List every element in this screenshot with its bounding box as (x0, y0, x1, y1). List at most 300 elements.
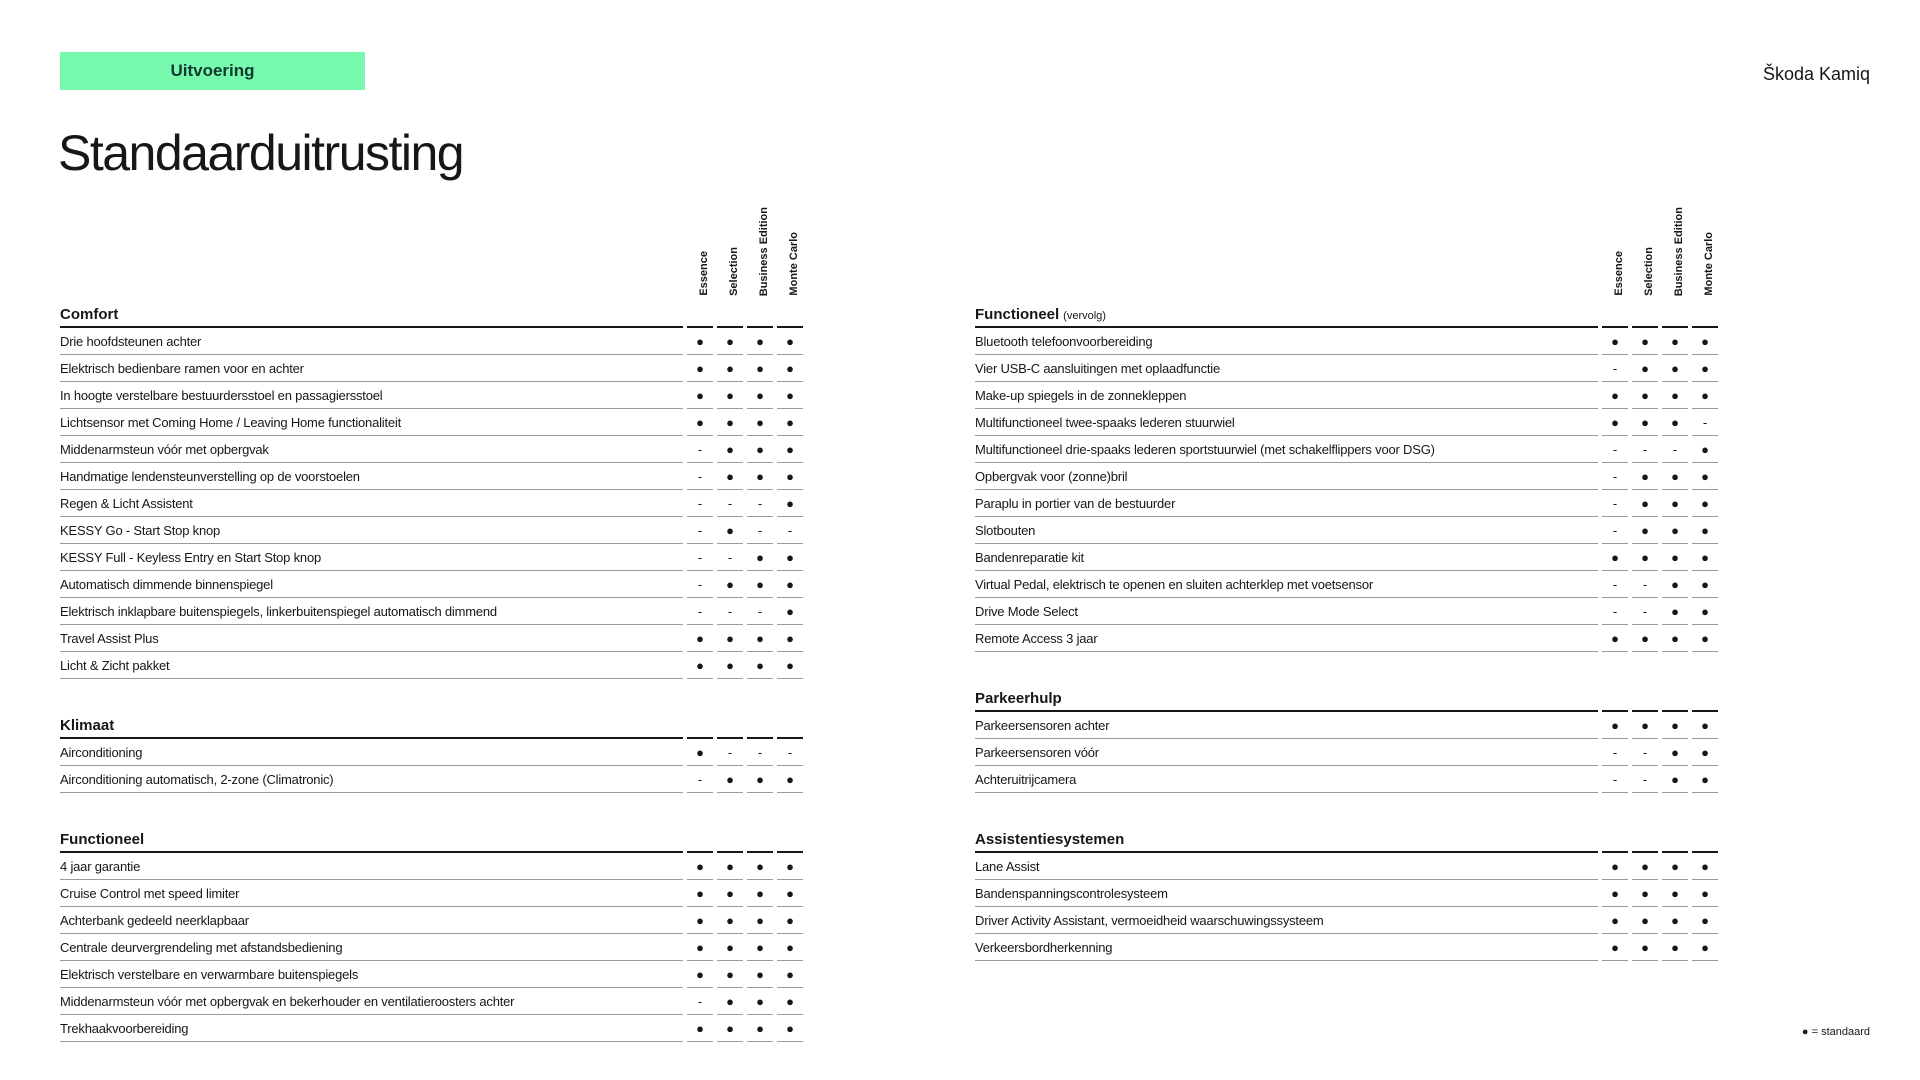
availability-mark: ● (1692, 853, 1718, 880)
availability-mark: ● (1662, 463, 1688, 490)
section-title-cell (975, 823, 1598, 853)
availability-mark: - (687, 544, 713, 571)
availability-mark: ● (1662, 544, 1688, 571)
table-row (60, 652, 805, 679)
table-row (60, 544, 805, 571)
table-row (60, 907, 805, 934)
feature-label: Middenarmsteun vóór met opbergvak en bekerhouder en ventilatieroosters achter (60, 988, 683, 1015)
availability-mark: - (1632, 436, 1658, 463)
table-row (975, 463, 1720, 490)
availability-mark: ● (1632, 544, 1658, 571)
section-name: Functioneel (975, 306, 1060, 323)
availability-mark: - (1602, 571, 1628, 598)
section-header-rule (747, 298, 773, 328)
availability-mark: ● (1662, 328, 1688, 355)
feature-label: Parkeersensoren achter (975, 712, 1598, 739)
availability-mark: ● (1632, 934, 1658, 961)
availability-mark: ● (1602, 409, 1628, 436)
availability-mark: ● (1662, 598, 1688, 625)
availability-mark: ● (777, 988, 803, 1015)
section-title-cell (60, 298, 683, 328)
availability-mark: - (1662, 436, 1688, 463)
feature-label: Parkeersensoren vóór (975, 739, 1598, 766)
availability-mark: ● (777, 934, 803, 961)
table-row (60, 853, 805, 880)
availability-mark: ● (717, 652, 743, 679)
feature-label: In hoogte verstelbare bestuurdersstoel en passagiersstoel (60, 382, 683, 409)
section-tag: Uitvoering (60, 52, 365, 90)
availability-mark: ● (1632, 880, 1658, 907)
section-header (975, 298, 1720, 328)
availability-mark: ● (1632, 853, 1658, 880)
column-header-essence: Essence (698, 251, 710, 296)
availability-mark: - (717, 739, 743, 766)
feature-label: Remote Access 3 jaar (975, 625, 1598, 652)
availability-mark: ● (1662, 625, 1688, 652)
availability-mark: - (717, 490, 743, 517)
availability-mark: ● (717, 436, 743, 463)
section-header-rule (777, 823, 803, 853)
section-header-rule (1632, 298, 1658, 328)
availability-mark: ● (747, 625, 773, 652)
section-header-rule (717, 709, 743, 739)
availability-mark: ● (747, 463, 773, 490)
section-header (60, 823, 805, 853)
availability-mark: ● (1662, 382, 1688, 409)
availability-mark: ● (777, 409, 803, 436)
availability-mark: ● (1662, 712, 1688, 739)
table-row (60, 961, 805, 988)
right-table (975, 200, 1720, 961)
section-header-rule (687, 823, 713, 853)
feature-label: Bandenspanningscontrolesysteem (975, 880, 1598, 907)
availability-mark: ● (1662, 853, 1688, 880)
availability-mark: ● (747, 328, 773, 355)
availability-mark: ● (1692, 355, 1718, 382)
availability-mark: ● (1692, 712, 1718, 739)
feature-label: Achteruitrijcamera (975, 766, 1598, 793)
availability-mark: - (717, 598, 743, 625)
availability-mark: ● (717, 961, 743, 988)
column-header-essence: Essence (1613, 251, 1625, 296)
section-gap (975, 652, 1720, 682)
section-header (60, 298, 805, 328)
availability-mark: - (1602, 766, 1628, 793)
availability-mark: ● (717, 463, 743, 490)
availability-mark: - (747, 490, 773, 517)
availability-mark: ● (1602, 853, 1628, 880)
availability-mark: ● (1692, 625, 1718, 652)
feature-label: Opbergvak voor (zonne)bril (975, 463, 1598, 490)
feature-label: Multifunctioneel twee-spaaks lederen stuurwiel (975, 409, 1598, 436)
feature-label: Middenarmsteun vóór met opbergvak (60, 436, 683, 463)
availability-mark: - (1692, 409, 1718, 436)
availability-mark: - (687, 463, 713, 490)
availability-mark: ● (1692, 517, 1718, 544)
column-header-business-edition: Business Edition (758, 206, 770, 296)
availability-mark: ● (747, 907, 773, 934)
availability-mark: ● (687, 409, 713, 436)
table-row (975, 328, 1720, 355)
availability-mark: ● (1632, 355, 1658, 382)
availability-mark: ● (747, 766, 773, 793)
availability-mark: ● (777, 436, 803, 463)
table-row (60, 382, 805, 409)
availability-mark: ● (1692, 739, 1718, 766)
feature-label: Travel Assist Plus (60, 625, 683, 652)
availability-mark: - (1632, 739, 1658, 766)
table-row (60, 355, 805, 382)
availability-mark: ● (687, 652, 713, 679)
table-row (975, 382, 1720, 409)
table-row (975, 490, 1720, 517)
table-row (60, 409, 805, 436)
availability-mark: ● (1692, 766, 1718, 793)
availability-mark: ● (1692, 382, 1718, 409)
availability-mark: ● (687, 355, 713, 382)
feature-label: Licht & Zicht pakket (60, 652, 683, 679)
availability-mark: ● (717, 988, 743, 1015)
availability-mark: ● (1662, 766, 1688, 793)
availability-mark: ● (717, 1015, 743, 1042)
table-row (60, 517, 805, 544)
section-header-rule (1662, 823, 1688, 853)
section-gap (60, 793, 805, 823)
table-row (60, 490, 805, 517)
table-row (975, 739, 1720, 766)
availability-mark: ● (777, 625, 803, 652)
table-row (60, 463, 805, 490)
availability-mark: - (1602, 355, 1628, 382)
table-row (60, 571, 805, 598)
feature-label: Virtual Pedal, elektrisch te openen en sluiten achterklep met voetsensor (975, 571, 1598, 598)
availability-mark: ● (1602, 934, 1628, 961)
table-row (975, 907, 1720, 934)
section-name: Functioneel (60, 831, 145, 848)
availability-mark: ● (777, 652, 803, 679)
availability-mark: ● (1692, 880, 1718, 907)
feature-label: 4 jaar garantie (60, 853, 683, 880)
availability-mark: ● (1692, 934, 1718, 961)
feature-label: Cruise Control met speed limiter (60, 880, 683, 907)
feature-label: Driver Activity Assistant, vermoeidheid waarschuwingssysteem (975, 907, 1598, 934)
availability-mark: ● (717, 409, 743, 436)
availability-mark: ● (747, 1015, 773, 1042)
availability-mark: ● (1692, 907, 1718, 934)
availability-mark: ● (1662, 907, 1688, 934)
feature-label: Bandenreparatie kit (975, 544, 1598, 571)
brand-name: Škoda Kamiq (1762, 64, 1870, 84)
availability-mark: - (1602, 517, 1628, 544)
section-header-rule (717, 823, 743, 853)
feature-label: Airconditioning automatisch, 2-zone (Climatronic) (60, 766, 683, 793)
column-header-monte-carlo: Monte Carlo (788, 232, 800, 296)
table-row (975, 712, 1720, 739)
section-title-cell (975, 298, 1598, 328)
availability-mark: ● (717, 853, 743, 880)
availability-mark: ● (777, 1015, 803, 1042)
availability-mark: - (1632, 766, 1658, 793)
column-headers (975, 200, 1720, 298)
availability-mark: - (1602, 463, 1628, 490)
feature-label: Slotbouten (975, 517, 1598, 544)
table-row (60, 436, 805, 463)
column-header-selection: Selection (1643, 247, 1655, 296)
availability-mark: ● (1692, 436, 1718, 463)
availability-mark: ● (717, 907, 743, 934)
section-header-rule (1632, 682, 1658, 712)
section-header-rule (1602, 298, 1628, 328)
availability-mark: ● (777, 766, 803, 793)
availability-mark: ● (1602, 880, 1628, 907)
feature-label: Make-up spiegels in de zonnekleppen (975, 382, 1598, 409)
availability-mark: ● (687, 625, 713, 652)
availability-mark: ● (1692, 328, 1718, 355)
section-name: Assistentiesystemen (975, 831, 1125, 848)
feature-label: Verkeersbordherkenning (975, 934, 1598, 961)
availability-mark: - (687, 988, 713, 1015)
section-header-rule (1692, 298, 1718, 328)
feature-label: KESSY Full - Keyless Entry en Start Stop knop (60, 544, 683, 571)
feature-label: Elektrisch bedienbare ramen voor en achter (60, 355, 683, 382)
availability-mark: - (687, 490, 713, 517)
section-gap (975, 793, 1720, 823)
availability-mark: ● (717, 766, 743, 793)
section-header-rule (687, 709, 713, 739)
availability-mark: - (747, 739, 773, 766)
availability-mark: - (747, 598, 773, 625)
availability-mark: - (1632, 571, 1658, 598)
section-header-rule (717, 298, 743, 328)
availability-mark: ● (747, 355, 773, 382)
availability-mark: ● (1662, 739, 1688, 766)
feature-label: Regen & Licht Assistent (60, 490, 683, 517)
section-header-rule (1602, 823, 1628, 853)
availability-mark: ● (1662, 571, 1688, 598)
availability-mark: ● (717, 517, 743, 544)
availability-mark: ● (1662, 934, 1688, 961)
availability-mark: ● (1602, 712, 1628, 739)
section-header-rule (747, 709, 773, 739)
availability-mark: ● (1692, 598, 1718, 625)
availability-mark: ● (717, 934, 743, 961)
section-title-cell (975, 682, 1598, 712)
availability-mark: ● (717, 355, 743, 382)
column-header-selection: Selection (728, 247, 740, 296)
availability-mark: - (777, 517, 803, 544)
availability-mark: ● (1692, 463, 1718, 490)
section-header-rule (1692, 682, 1718, 712)
table-row (975, 853, 1720, 880)
availability-mark: ● (777, 355, 803, 382)
availability-mark: ● (1662, 517, 1688, 544)
availability-mark: ● (687, 328, 713, 355)
availability-mark: ● (717, 571, 743, 598)
table-row (975, 544, 1720, 571)
table-row (975, 880, 1720, 907)
availability-mark: ● (1662, 880, 1688, 907)
availability-mark: ● (717, 880, 743, 907)
availability-mark: ● (687, 739, 713, 766)
availability-mark: - (1602, 490, 1628, 517)
availability-mark: ● (687, 961, 713, 988)
availability-mark: ● (1632, 490, 1658, 517)
availability-mark: ● (777, 853, 803, 880)
table-row (60, 598, 805, 625)
table-row (60, 880, 805, 907)
feature-label: KESSY Go - Start Stop knop (60, 517, 683, 544)
feature-label: Drive Mode Select (975, 598, 1598, 625)
column-header-monte-carlo: Monte Carlo (1703, 232, 1715, 296)
legend: ● = standaard (1801, 1026, 1870, 1038)
table-row (975, 934, 1720, 961)
availability-mark: ● (1662, 409, 1688, 436)
table-row (60, 328, 805, 355)
availability-mark: ● (777, 880, 803, 907)
availability-mark: - (747, 517, 773, 544)
feature-label: Elektrisch verstelbare en verwarmbare buitenspiegels (60, 961, 683, 988)
availability-mark: - (687, 436, 713, 463)
availability-mark: ● (1602, 382, 1628, 409)
availability-mark: - (777, 739, 803, 766)
availability-mark: ● (747, 961, 773, 988)
feature-label: Centrale deurvergrendeling met afstandsbediening (60, 934, 683, 961)
availability-mark: ● (747, 544, 773, 571)
feature-label: Achterbank gedeeld neerklapbaar (60, 907, 683, 934)
availability-mark: ● (747, 934, 773, 961)
feature-label: Trekhaakvoorbereiding (60, 1015, 683, 1042)
table-row (975, 766, 1720, 793)
availability-mark: ● (777, 544, 803, 571)
availability-mark: ● (777, 907, 803, 934)
availability-mark: ● (717, 328, 743, 355)
section-header-rule (777, 298, 803, 328)
section-header (975, 823, 1720, 853)
availability-mark: ● (747, 409, 773, 436)
availability-mark: - (687, 598, 713, 625)
availability-mark: ● (687, 1015, 713, 1042)
feature-label: Vier USB-C aansluitingen met oplaadfunctie (975, 355, 1598, 382)
section-header-rule (1632, 823, 1658, 853)
section-header-rule (687, 298, 713, 328)
feature-label: Automatisch dimmende binnenspiegel (60, 571, 683, 598)
feature-label: Bluetooth telefoonvoorbereiding (975, 328, 1598, 355)
left-table (60, 200, 805, 1042)
section-header-rule (1602, 682, 1628, 712)
table-row (975, 436, 1720, 463)
table-row (975, 598, 1720, 625)
right-table-body (975, 298, 1720, 961)
availability-mark: ● (1602, 625, 1628, 652)
availability-mark: ● (1632, 463, 1658, 490)
table-row (60, 625, 805, 652)
availability-mark: ● (747, 853, 773, 880)
section-header-rule (1692, 823, 1718, 853)
table-row (60, 766, 805, 793)
availability-mark: - (717, 544, 743, 571)
table-row (975, 517, 1720, 544)
section-header-rule (1662, 682, 1688, 712)
availability-mark: ● (747, 988, 773, 1015)
section-subtitle: (vervolg) (1063, 310, 1106, 322)
availability-mark: ● (1662, 490, 1688, 517)
availability-mark: - (1602, 739, 1628, 766)
column-header-business-edition: Business Edition (1673, 206, 1685, 296)
availability-mark: ● (777, 598, 803, 625)
feature-label: Lane Assist (975, 853, 1598, 880)
availability-mark: ● (1632, 328, 1658, 355)
availability-mark: - (687, 517, 713, 544)
table-row (975, 409, 1720, 436)
table-row (975, 571, 1720, 598)
left-table-body (60, 298, 805, 1042)
section-header (975, 682, 1720, 712)
availability-mark: ● (777, 490, 803, 517)
availability-mark: ● (777, 571, 803, 598)
availability-mark: - (687, 571, 713, 598)
table-row (60, 934, 805, 961)
table-row (60, 988, 805, 1015)
availability-mark: ● (687, 934, 713, 961)
availability-mark: - (1602, 598, 1628, 625)
feature-label: Lichtsensor met Coming Home / Leaving Home functionaliteit (60, 409, 683, 436)
availability-mark: ● (1662, 355, 1688, 382)
availability-mark: ● (1602, 907, 1628, 934)
availability-mark: ● (1632, 517, 1658, 544)
section-title-cell (60, 709, 683, 739)
section-name: Comfort (60, 306, 119, 323)
availability-mark: ● (1632, 907, 1658, 934)
section-header (60, 709, 805, 739)
feature-label: Handmatige lendensteunverstelling op de voorstoelen (60, 463, 683, 490)
availability-mark: ● (1602, 544, 1628, 571)
availability-mark: - (1602, 436, 1628, 463)
availability-mark: ● (1692, 544, 1718, 571)
availability-mark: ● (717, 625, 743, 652)
section-name: Klimaat (60, 717, 115, 734)
availability-mark: ● (687, 880, 713, 907)
availability-mark: ● (717, 382, 743, 409)
availability-mark: ● (1632, 382, 1658, 409)
availability-mark: ● (777, 961, 803, 988)
availability-mark: ● (1602, 328, 1628, 355)
availability-mark: ● (747, 436, 773, 463)
availability-mark: ● (687, 907, 713, 934)
section-name: Parkeerhulp (975, 690, 1062, 707)
availability-mark: ● (777, 328, 803, 355)
availability-mark: ● (777, 463, 803, 490)
availability-mark: ● (747, 382, 773, 409)
feature-label: Airconditioning (60, 739, 683, 766)
table-row (60, 739, 805, 766)
availability-mark: - (1632, 598, 1658, 625)
section-header-rule (1662, 298, 1688, 328)
availability-mark: ● (1632, 712, 1658, 739)
table-row (975, 625, 1720, 652)
feature-label: Drie hoofdsteunen achter (60, 328, 683, 355)
availability-mark: ● (747, 571, 773, 598)
column-headers (60, 200, 805, 298)
section-header-rule (777, 709, 803, 739)
availability-mark: ● (777, 382, 803, 409)
table-row (975, 355, 1720, 382)
availability-mark: ● (1692, 571, 1718, 598)
availability-mark: ● (687, 853, 713, 880)
availability-mark: ● (1692, 490, 1718, 517)
table-row (60, 1015, 805, 1042)
availability-mark: ● (747, 880, 773, 907)
page-title: Standaarduitrusting (58, 125, 464, 181)
